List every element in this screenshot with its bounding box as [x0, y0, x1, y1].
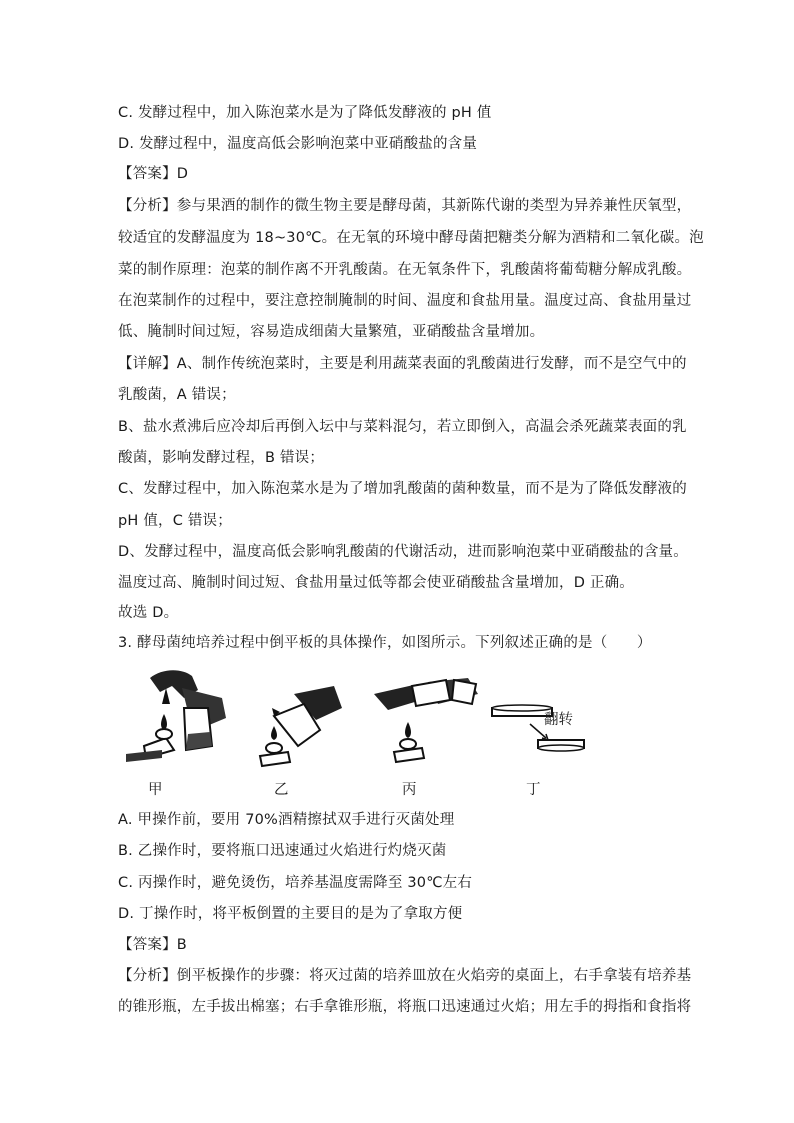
analysis-1-line-5: 低、腌制时间过短，容易造成细菌大量繁殖，亚硝酸盐含量增加。: [118, 324, 545, 340]
analysis-1-line-1: 【分析】参与果酒的制作的微生物主要是酵母菌，其新陈代谢的类型为异养兼性厌氧型，: [118, 198, 692, 214]
label-jia: 甲: [148, 782, 163, 798]
explain-1-line-6: pH 值，C 错误；: [118, 513, 232, 529]
label-ding: 丁: [526, 782, 541, 798]
step-jia-illustration: [122, 668, 232, 768]
flip-label: 翻转: [544, 712, 573, 728]
pour-plate-figure: [118, 668, 598, 803]
analysis-3-line-2: 的锥形瓶，左手拔出棉塞；右手拿锥形瓶，将瓶口迅速通过火焰；用左手的拇指和食指将: [118, 999, 692, 1015]
select-d: 故选 D。: [118, 605, 179, 621]
explain-1-line-1: 【详解】A、制作传统泡菜时，主要是利用蔬菜表面的乳酸菌进行发酵，而不是空气中的: [118, 356, 687, 372]
label-bing: 丙: [402, 782, 417, 798]
answer-3: 【答案】B: [118, 937, 187, 953]
analysis-1-line-4: 在泡菜制作的过程中，要注意控制腌制的时间、温度和食盐用量。温度过高、食盐用量过: [118, 293, 692, 309]
explain-1-line-3: B、盐水煮沸后应冷却后再倒入坛中与菜料混匀，若立即倒入，高温会杀死蔬菜表面的乳: [118, 419, 687, 435]
option-d: D. 丁操作时，将平板倒置的主要目的是为了拿取方便: [118, 906, 463, 922]
analysis-1-line-3: 菜的制作原理：泡菜的制作离不开乳酸菌。在无氧条件下，乳酸菌将葡萄糖分解成乳酸。: [118, 262, 692, 278]
analysis-1-line-2: 较适宜的发酵温度为 18~30℃。在无氧的环境中酵母菌把糖类分解为酒精和二氧化碳。泡: [118, 230, 704, 246]
option-d-prev: D. 发酵过程中，温度高低会影响泡菜中亚硝酸盐的含量: [118, 136, 478, 152]
question-3-stem: 3. 酵母菌纯培养过程中倒平板的具体操作，如图所示。下列叙述正确的是（ ）: [118, 635, 652, 651]
step-yi-illustration: [254, 686, 344, 772]
step-bing-illustration: [368, 674, 488, 770]
explain-1-line-2: 乳酸菌，A 错误；: [118, 387, 236, 403]
option-a: A. 甲操作前，要用 70%酒精擦拭双手进行灭菌处理: [118, 812, 455, 828]
explain-1-line-4: 酸菌，影响发酵过程，B 错误；: [118, 450, 325, 466]
explain-1-line-5: C、发酵过程中，加入陈泡菜水是为了增加乳酸菌的菌种数量，而不是为了降低发酵液的: [118, 481, 687, 497]
analysis-3-line-1: 【分析】倒平板操作的步骤：将灭过菌的培养皿放在火焰旁的桌面上，右手拿装有培养基: [118, 968, 692, 984]
option-c-prev: C. 发酵过程中，加入陈泡菜水是为了降低发酵液的 pH 值: [118, 105, 492, 121]
explain-1-line-8: 温度过高、腌制时间过短、食盐用量过低等都会使亚硝酸盐含量增加，D 正确。: [118, 575, 634, 591]
explain-1-line-7: D、发酵过程中，温度高低会影响乳酸菌的代谢活动，进而影响泡菜中亚硝酸盐的含量。: [118, 544, 688, 560]
label-yi: 乙: [274, 782, 289, 798]
option-c: C. 丙操作时，避免烫伤，培养基温度需降至 30℃左右: [118, 875, 473, 891]
option-b: B. 乙操作时，要将瓶口迅速通过火焰进行灼烧灭菌: [118, 843, 447, 859]
step-ding-illustration: [490, 698, 590, 758]
answer-1: 【答案】D: [118, 166, 189, 182]
